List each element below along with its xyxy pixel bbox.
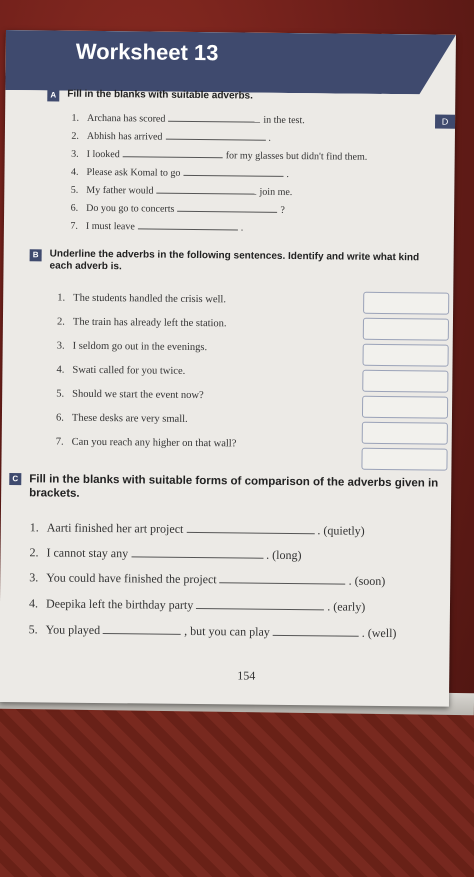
- list-item: 6. Do you go to concerts ?: [70, 202, 285, 216]
- answer-blank[interactable]: [168, 120, 260, 123]
- answer-blank[interactable]: [165, 138, 265, 141]
- answer-box[interactable]: [362, 422, 448, 445]
- list-item: 7. Can you reach any higher on that wall?: [55, 436, 237, 450]
- list-item: 4. Deepika left the birthday party . (early): [28, 596, 366, 614]
- list-item: 7. I must leave .: [70, 220, 244, 234]
- page-number: 154: [237, 668, 256, 683]
- list-item: 2. The train has already left the station.: [57, 316, 227, 330]
- answer-blank[interactable]: [177, 210, 277, 213]
- list-item: 3. I seldom go out in the evenings.: [56, 340, 208, 354]
- list-item: 4. Swati called for you twice.: [56, 364, 186, 377]
- section-b-heading: [29, 248, 449, 276]
- list-item: 2. Abhish has arrived .: [71, 130, 271, 144]
- list-item: 1. Aarti finished her art project . (quietly): [29, 520, 365, 538]
- answer-box[interactable]: [363, 344, 449, 367]
- list-item: 2. I cannot stay any . (long): [29, 545, 302, 563]
- section-c-instruction: Fill in the blanks with suitable forms of comparison of the adverbs given in: [29, 473, 439, 490]
- header-band: [5, 30, 456, 95]
- list-item: 1. The students handled the crisis well.: [57, 292, 227, 306]
- answer-blank[interactable]: [103, 632, 181, 635]
- answer-box[interactable]: [363, 318, 449, 341]
- answer-blank[interactable]: [131, 555, 263, 558]
- section-b-instruction: Underline the adverbs in the following sentences. Identify and write what kind: [49, 248, 420, 264]
- list-item: 3. I looked for my glasses but didn't find them.: [71, 148, 368, 163]
- answer-box[interactable]: [362, 396, 448, 419]
- worksheet-title: Worksheet 13: [75, 38, 219, 66]
- list-item: 5. Should we start the event now?: [56, 388, 204, 402]
- section-a-instruction: Fill in the blanks with suitable adverbs.: [67, 88, 253, 102]
- list-item: 1. Archana has scored in the test.: [71, 112, 305, 127]
- list-item: 5. You played , but you can play . (well): [28, 622, 397, 641]
- answer-box[interactable]: [361, 448, 447, 471]
- tablecloth-background: [0, 700, 474, 877]
- section-c-badge: C: [9, 473, 21, 485]
- side-tab: D: [435, 114, 455, 128]
- section-a-heading: [47, 88, 253, 103]
- answer-blank[interactable]: [157, 192, 257, 195]
- list-item: 6. These desks are very small.: [56, 412, 188, 425]
- answer-blank[interactable]: [186, 531, 314, 534]
- answer-blank[interactable]: [273, 634, 359, 637]
- section-b-instruction-cont: each adverb is.: [49, 260, 122, 273]
- list-item: 3. You could have finished the project . (soon): [29, 570, 386, 589]
- answer-blank[interactable]: [138, 227, 238, 230]
- section-a-badge: A: [47, 89, 59, 101]
- answer-blank[interactable]: [220, 581, 346, 584]
- section-b-badge: B: [30, 249, 42, 261]
- answer-box[interactable]: [362, 370, 448, 393]
- section-c-instruction-cont: brackets.: [29, 487, 80, 500]
- answer-blank[interactable]: [196, 607, 324, 610]
- worksheet-page: [0, 30, 456, 707]
- answer-box[interactable]: [363, 292, 449, 315]
- answer-blank[interactable]: [183, 174, 283, 177]
- list-item: 4. Please ask Komal to go .: [70, 166, 289, 180]
- list-item: 5. My father would join me.: [70, 184, 293, 199]
- section-c-heading: [9, 472, 449, 505]
- answer-blank[interactable]: [123, 155, 223, 158]
